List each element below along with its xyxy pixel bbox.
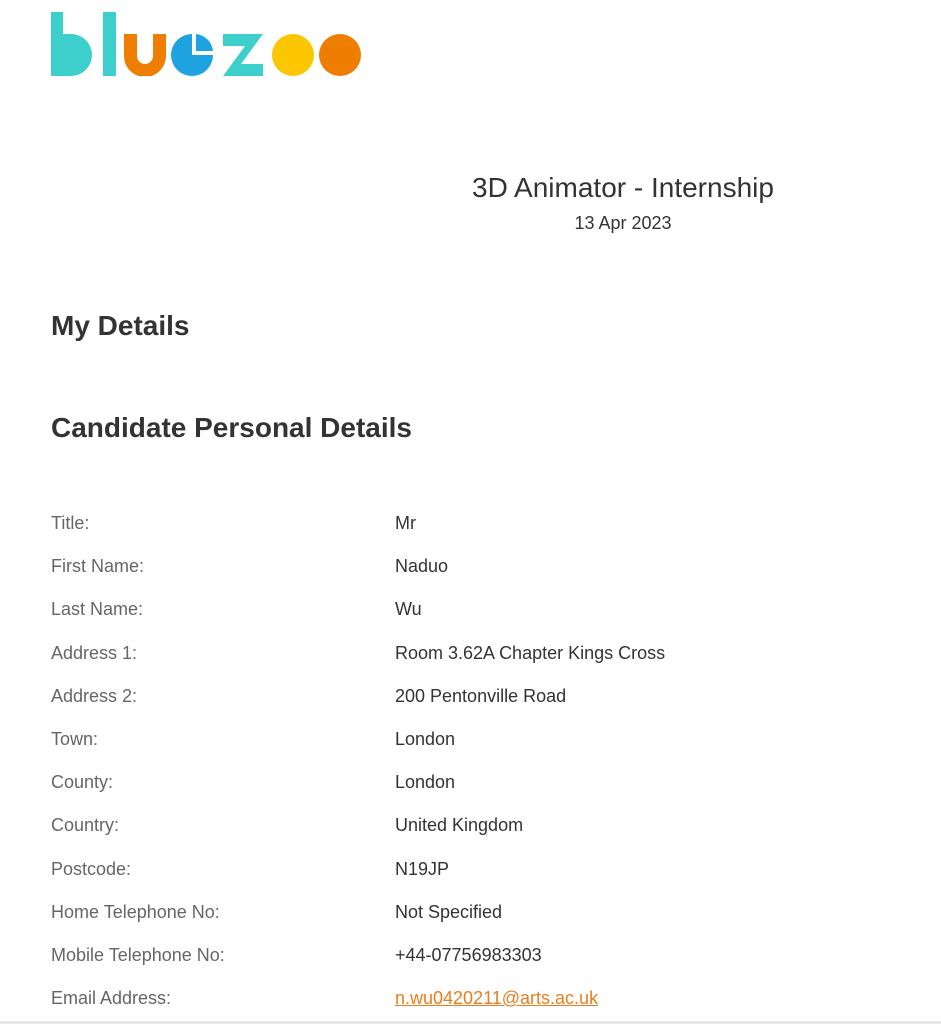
job-title: 3D Animator - Internship: [472, 172, 774, 203]
job-header: [305, 168, 941, 235]
detail-row-address-2: [51, 678, 911, 721]
detail-value: Wu: [395, 599, 422, 620]
detail-row-title: [51, 505, 911, 548]
detail-row-last-name: [51, 591, 911, 634]
detail-value: United Kingdom: [395, 815, 524, 836]
detail-label: Home Telephone No:: [51, 901, 220, 922]
detail-value: 200 Pentonville Road: [395, 685, 567, 706]
detail-value: London: [395, 728, 456, 749]
detail-row-mobile-telephone: [51, 937, 911, 980]
personal-details-list: [51, 505, 911, 1023]
detail-label: Email Address:: [51, 988, 172, 1009]
job-date: 13 Apr 2023: [574, 213, 672, 233]
detail-row-email: [51, 980, 911, 1023]
detail-value: London: [395, 772, 456, 793]
detail-label: Mobile Telephone No:: [51, 944, 225, 965]
detail-row-postcode: [51, 851, 911, 894]
detail-label: First Name:: [51, 556, 145, 577]
detail-value: Room 3.62A Chapter Kings Cross: [395, 642, 666, 663]
detail-label: Last Name:: [51, 599, 144, 620]
detail-label: Address 1:: [51, 642, 138, 663]
detail-label: Title:: [51, 513, 90, 533]
detail-value: N19JP: [395, 858, 450, 879]
detail-label: Address 2:: [51, 685, 138, 706]
detail-row-county: [51, 764, 911, 807]
email-link[interactable]: n.wu0420211@arts.ac.uk: [395, 988, 599, 1009]
detail-label: Postcode:: [51, 858, 132, 879]
detail-row-address-1: [51, 635, 911, 678]
detail-row-home-telephone: [51, 894, 911, 937]
bluezoo-logo: [51, 12, 363, 76]
candidate-personal-details-heading: Candidate Personal Details: [51, 412, 413, 443]
detail-label: County:: [51, 772, 114, 793]
detail-row-town: [51, 721, 911, 764]
detail-row-first-name: [51, 548, 911, 591]
detail-row-country: [51, 807, 911, 850]
my-details-heading: My Details: [51, 310, 190, 341]
detail-value: +44-07756983303: [395, 944, 542, 965]
detail-label: Town:: [51, 728, 99, 749]
detail-value: Not Specified: [395, 901, 503, 922]
detail-value: Naduo: [395, 556, 449, 577]
detail-value-email: [395, 980, 598, 1016]
detail-value: Mr: [395, 513, 416, 533]
detail-label: Country:: [51, 815, 120, 836]
